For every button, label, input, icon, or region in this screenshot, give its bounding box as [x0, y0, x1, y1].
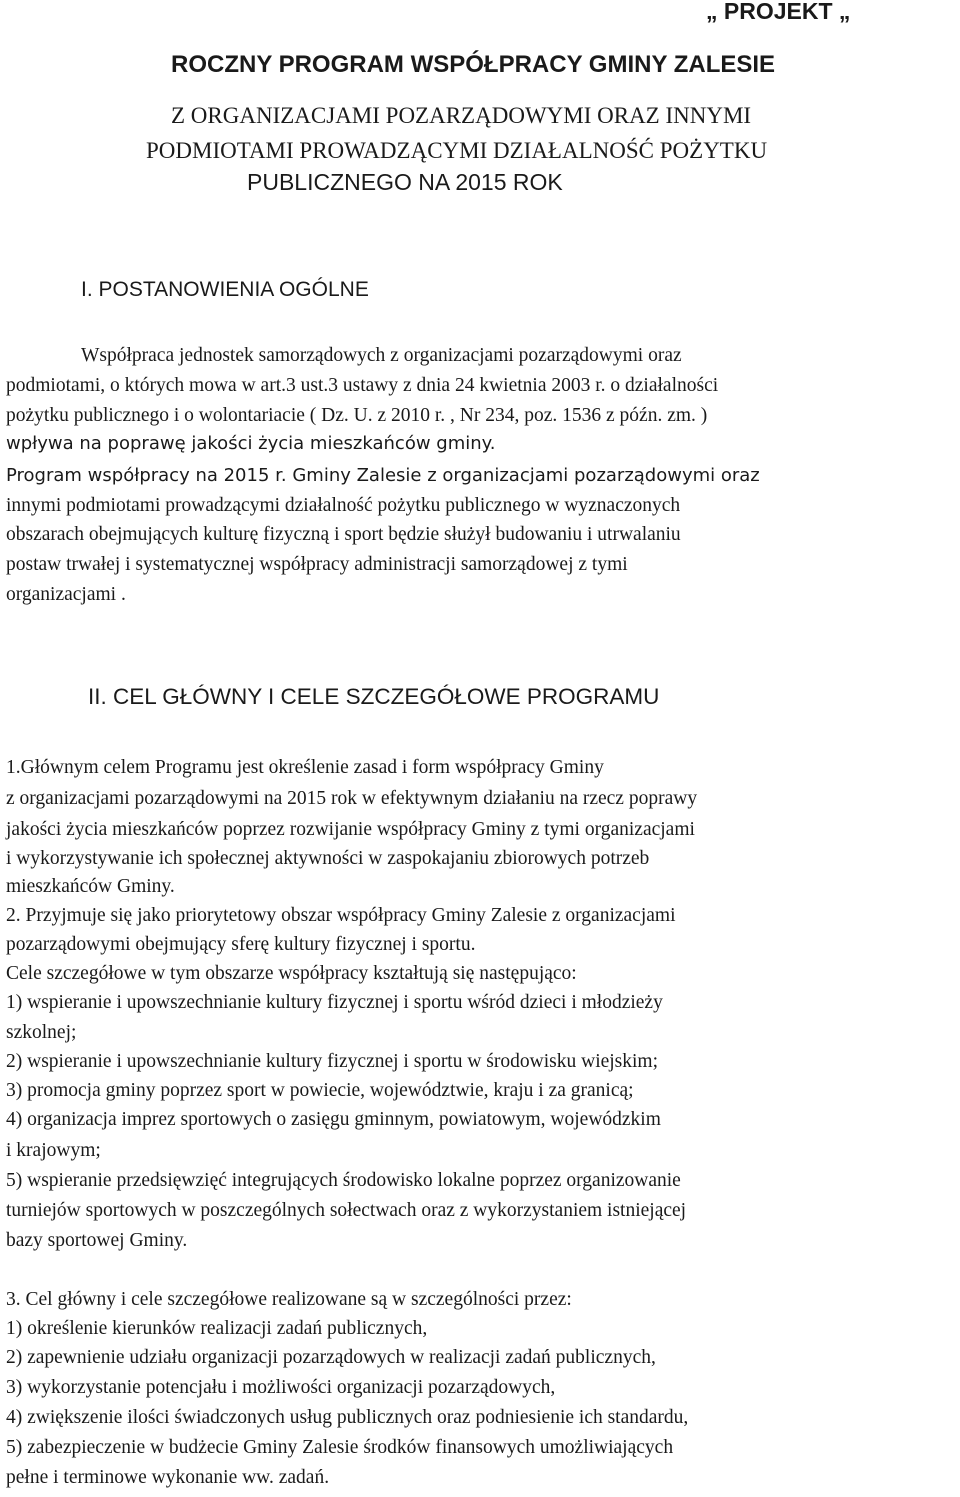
list-item: 3) wykorzystanie potencjału i możliwości organizacji pozarządowych, [6, 1377, 556, 1398]
list-item: 2) zapewnienie udziału organizacji pozarządowych w realizacji zadań publicznych, [6, 1347, 656, 1368]
paragraph-line: i wykorzystywanie ich społecznej aktywności w zaspokajaniu zbiorowych potrzeb [6, 848, 650, 869]
paragraph-line: postaw trwałej i systematycznej współpracy administracji samorządowej z tymi [6, 554, 628, 575]
paragraph-line: 1.Głównym celem Programu jest określenie zasad i form współpracy Gminy [6, 757, 604, 778]
list-item: 4) zwiększenie ilości świadczonych usług publicznych oraz podniesienie ich standardu, [6, 1407, 689, 1428]
paragraph-line: organizacjami . [6, 584, 126, 605]
subtitle-line: Z ORGANIZACJAMI POZARZĄDOWYMI ORAZ INNYMI [171, 103, 752, 128]
list-item: 4) organizacja imprez sportowych o zasięgu gminnym, powiatowym, wojewódzkim [6, 1109, 661, 1130]
list-item: pełne i terminowe wykonanie ww. zadań. [6, 1467, 330, 1488]
list-item: 5) wspieranie przedsięwzięć integrujących środowisko lokalne poprzez organizowanie [6, 1170, 681, 1191]
paragraph-line: Program współpracy na 2015 r. Gminy Zalesie z organizacjami pozarządowymi oraz [6, 465, 760, 486]
project-stamp: „ PROJEKT „ [706, 0, 851, 24]
list-item: 1) wspieranie i upowszechnianie kultury fizycznej i sportu wśród dzieci i młodzieży [6, 992, 663, 1013]
paragraph-line: wpływa na poprawę jakości życia mieszkańców gminy. [6, 433, 496, 454]
subtitle-line: PODMIOTAMI PROWADZĄCYMI DZIAŁALNOŚĆ POŻYTKU [146, 138, 768, 163]
paragraph-line: 3. Cel główny i cele szczegółowe realizowane są w szczególności przez: [6, 1289, 572, 1310]
paragraph-line: z organizacjami pozarządowymi na 2015 rok w efektywnym działaniu na rzecz poprawy [6, 788, 698, 809]
paragraph-line: Współpraca jednostek samorządowych z organizacjami pozarządowymi oraz [81, 345, 682, 366]
section-heading: I. POSTANOWIENIA OGÓLNE [81, 278, 369, 301]
list-item: 1) określenie kierunków realizacji zadań publicznych, [6, 1318, 428, 1339]
document-title: ROCZNY PROGRAM WSPÓŁPRACY GMINY ZALESIE [171, 51, 776, 78]
list-item: 3) promocja gminy poprzez sport w powiecie, województwie, kraju i za granicą; [6, 1080, 634, 1101]
list-item: 5) zabezpieczenie w budżecie Gminy Zalesie środków finansowych umożliwiających [6, 1437, 674, 1458]
paragraph-line: obszarach obejmujących kulturę fizyczną i sport będzie służył budowaniu i utrwalaniu [6, 524, 681, 545]
list-item: i krajowym; [6, 1140, 101, 1161]
paragraph-line: 2. Przyjmuje się jako priorytetowy obszar współpracy Gminy Zalesie z organizacjami [6, 905, 676, 926]
paragraph-line: pożytku publicznego i o wolontariacie ( Dz. U. z 2010 r. , Nr 234, poz. 1536 z późn. zm. ) [6, 405, 708, 426]
paragraph-line: Cele szczegółowe w tym obszarze współpracy kształtują się następująco: [6, 963, 577, 984]
list-item: szkolnej; [6, 1022, 77, 1043]
subtitle-line: PUBLICZNEGO NA 2015 ROK [247, 169, 563, 195]
list-item: 2) wspieranie i upowszechnianie kultury fizycznej i sportu w środowisku wiejskim; [6, 1051, 659, 1072]
list-item: bazy sportowej Gminy. [6, 1230, 188, 1251]
section-heading: II. CEL GŁÓWNY I CELE SZCZEGÓŁOWE PROGRAMU [88, 684, 660, 709]
paragraph-line: mieszkańców Gminy. [6, 876, 175, 897]
list-item: turniejów sportowych w poszczególnych sołectwach oraz z wykorzystaniem istniejącej [6, 1200, 687, 1221]
paragraph-line: innymi podmiotami prowadzącymi działalność pożytku publicznego w wyznaczonych [6, 495, 681, 516]
paragraph-line: pozarządowymi obejmujący sferę kultury fizycznej i sportu. [6, 934, 476, 955]
paragraph-line: podmiotami, o których mowa w art.3 ust.3 ustawy z dnia 24 kwietnia 2003 r. o działalności [6, 375, 719, 396]
paragraph-line: jakości życia mieszkańców poprzez rozwijanie współpracy Gminy z tymi organizacjami [6, 819, 695, 840]
